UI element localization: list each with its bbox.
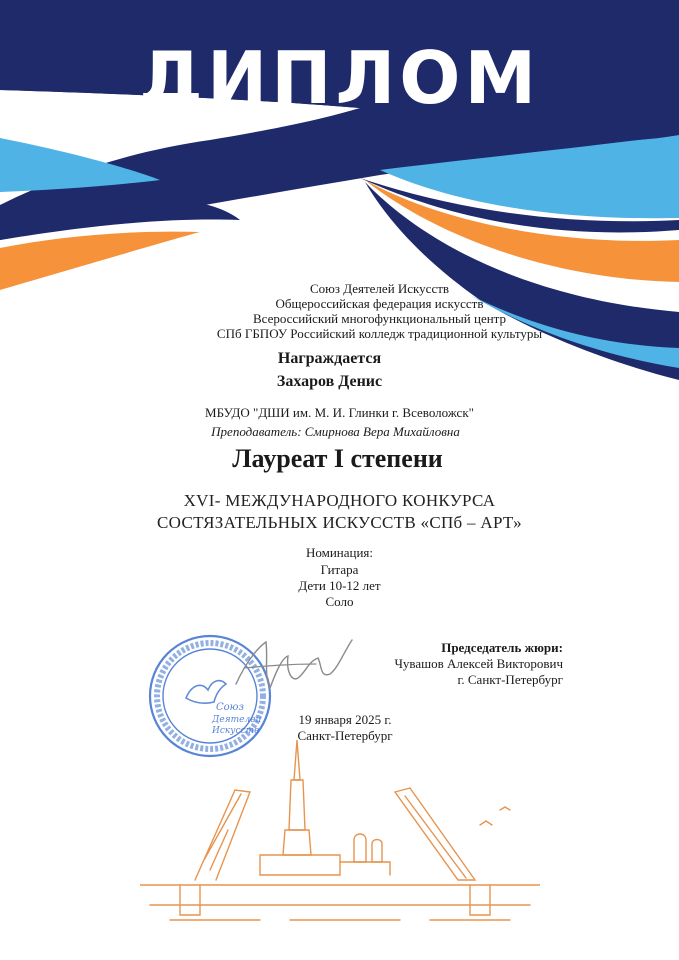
nomination-instrument: Гитара: [320, 562, 359, 577]
contest-line-1: XVI- МЕЖДУНАРОДНОГО КОНКУРСА: [183, 491, 496, 510]
nomination-label: Номинация:: [305, 545, 374, 560]
award-text: Награждается: [277, 350, 382, 367]
organizer-line-2: Общероссийская федерация искусств: [275, 296, 484, 311]
st-petersburg-sketch: [140, 740, 540, 940]
nomination-age-group: Дети 10-12 лет: [298, 578, 381, 593]
jury-title: Председатель жюри:: [441, 640, 563, 655]
organizer-line-1: Союз Деятелей Искусств: [309, 281, 450, 296]
contest-line-2: СОСТЯЗАТЕЛЬНЫХ ИСКУССТВ «СПб – АРТ»: [157, 513, 522, 532]
stamp-text-3: Искусств: [212, 726, 260, 736]
teacher-name: Преподаватель: Смирнова Вера Михайловна: [211, 424, 460, 439]
stamp-text-2: Деятелей: [212, 715, 262, 725]
degree-title: Лауреат I степени: [232, 444, 443, 473]
recipient-name: Захаров Денис: [276, 373, 383, 390]
organizer-line-4: СПб ГБПОУ Российский колледж традиционной культуры: [216, 326, 543, 341]
stamp-text-1: Союз: [216, 702, 244, 713]
organizer-line-3: Всероссийский многофункциональный центр: [252, 311, 507, 326]
jury-chair-name: Чувашов Алексей Викторович: [394, 656, 563, 671]
issue-date: 19 января 2025 г.: [298, 712, 392, 727]
issue-city: Санкт-Петербург: [297, 728, 393, 743]
diploma-title: ДИПЛОМ: [138, 36, 541, 120]
nomination-format: Соло: [325, 594, 354, 609]
school-name: МБУДО "ДШИ им. М. И. Глинки г. Всеволожск": [205, 405, 474, 420]
signature: [226, 628, 366, 708]
jury-city: г. Санкт-Петербург: [457, 672, 563, 687]
